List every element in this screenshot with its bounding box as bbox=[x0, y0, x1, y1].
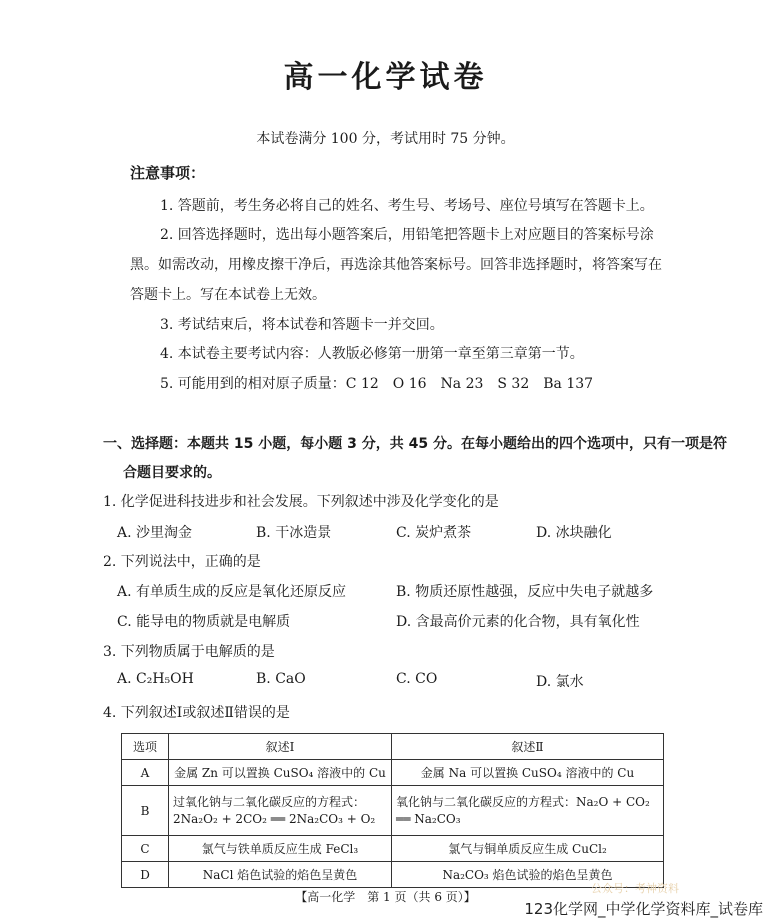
q2-option-b: B. 物质还原性越强，反应中失电子就越多 bbox=[396, 584, 654, 600]
page-footer: 【高一化学 第 1 页（共 6 页）】 bbox=[295, 890, 476, 904]
notes-line-4: 答题卡上。写在本试卷上无效。 bbox=[130, 287, 326, 303]
q2-stem: 2. 下列说法中，正确的是 bbox=[103, 554, 261, 570]
site-watermark: 123化学网_中学化学资料库_试卷库 bbox=[524, 900, 763, 918]
table-cell-statement-1: 金属 Zn 可以置换 CuSO₄ 溶液中的 Cu bbox=[169, 760, 392, 786]
table-row bbox=[122, 862, 664, 888]
notes-line-5: 3. 考试结束后，将本试卷和答题卡一并交回。 bbox=[160, 317, 444, 333]
q1-stem: 1. 化学促进科技进步和社会发展。下列叙述中涉及化学变化的是 bbox=[103, 494, 499, 510]
table-row bbox=[122, 836, 664, 862]
table-header-statement-2: 叙述Ⅱ bbox=[392, 734, 664, 760]
table-cell-statement-1: 过氧化钠与二氧化碳反应的方程式：2Na₂O₂ + 2CO₂ ══ 2Na₂CO₃ + O₂ bbox=[169, 786, 392, 836]
table-header-option: 选项 bbox=[122, 734, 169, 760]
table-cell-statement-1: NaCl 焰色试验的焰色呈黄色 bbox=[169, 862, 392, 888]
page-title: 高一化学试卷 bbox=[283, 60, 488, 95]
table-cell-statement-1: 氯气与铁单质反应生成 FeCl₃ bbox=[169, 836, 392, 862]
notes-heading: 注意事项： bbox=[130, 164, 206, 182]
q2-option-a: A. 有单质生成的反应是氧化还原反应 bbox=[117, 584, 347, 600]
section-heading-cont: 合题目要求的。 bbox=[123, 465, 221, 481]
section-heading: 一、选择题：本题共 15 小题，每小题 3 分，共 45 分。在每小题给出的四个选项中，只有一项是符 bbox=[103, 436, 727, 452]
q2-option-d: D. 含最高价元素的化合物，具有氧化性 bbox=[396, 614, 640, 630]
q1-option-a: A. 沙里淘金 bbox=[117, 525, 193, 541]
q3-option-c: C. CO bbox=[396, 671, 438, 687]
q1-option-b: B. 干冰造景 bbox=[256, 525, 332, 541]
table-cell-statement-2: Na₂CO₃ 焰色试验的焰色呈黄色 bbox=[392, 862, 664, 888]
notes-line-3: 黑。如需改动，用橡皮擦干净后，再选涂其他答案标号。回答非选择题时，将答案写在 bbox=[130, 257, 662, 273]
q4-stem: 4. 下列叙述Ⅰ或叙述Ⅱ错误的是 bbox=[103, 705, 290, 721]
notes-line-1: 1. 答题前，考生务必将自己的姓名、考生号、考场号、座位号填写在答题卡上。 bbox=[160, 198, 654, 214]
q2-option-c: C. 能导电的物质就是电解质 bbox=[117, 614, 291, 630]
exam-info: 本试卷满分 100 分，考试用时 75 分钟。 bbox=[256, 131, 515, 147]
table-cell-option: D bbox=[122, 862, 169, 888]
q1-option-d: D. 冰块融化 bbox=[536, 525, 612, 541]
q3-stem: 3. 下列物质属于电解质的是 bbox=[103, 644, 275, 660]
notes-line-6: 4. 本试卷主要考试内容：人教版必修第一册第一章至第三章第一节。 bbox=[160, 346, 584, 362]
table-cell-statement-2: 金属 Na 可以置换 CuSO₄ 溶液中的 Cu bbox=[392, 760, 664, 786]
notes-line-7: 5. 可能用到的相对原子质量：C 12 O 16 Na 23 S 32 Ba 137 bbox=[160, 376, 594, 392]
notes-line-2: 2. 回答选择题时，选出每小题答案后，用铅笔把答题卡上对应题目的答案标号涂 bbox=[160, 227, 654, 243]
table-cell-option: A bbox=[122, 760, 169, 786]
q3-option-b: B. CaO bbox=[256, 671, 306, 687]
table-cell-statement-2: 氧化钠与二氧化碳反应的方程式：Na₂O + CO₂ ══ Na₂CO₃ bbox=[392, 786, 664, 836]
q3-option-d: D. 氯水 bbox=[536, 674, 584, 690]
table-cell-option: C bbox=[122, 836, 169, 862]
q3-option-a: A. C₂H₅OH bbox=[117, 671, 194, 687]
table-cell-statement-2: 氯气与铜单质反应生成 CuCl₂ bbox=[392, 836, 664, 862]
table-row bbox=[122, 786, 664, 836]
table-header-statement-1: 叙述Ⅰ bbox=[169, 734, 392, 760]
q4-table bbox=[121, 733, 664, 888]
table-row bbox=[122, 760, 664, 786]
faint-watermark: 公众号：考神资料 bbox=[591, 882, 679, 895]
table-cell-option: B bbox=[122, 786, 169, 836]
table-header-row bbox=[122, 734, 664, 760]
q1-option-c: C. 炭炉煮茶 bbox=[396, 525, 472, 541]
